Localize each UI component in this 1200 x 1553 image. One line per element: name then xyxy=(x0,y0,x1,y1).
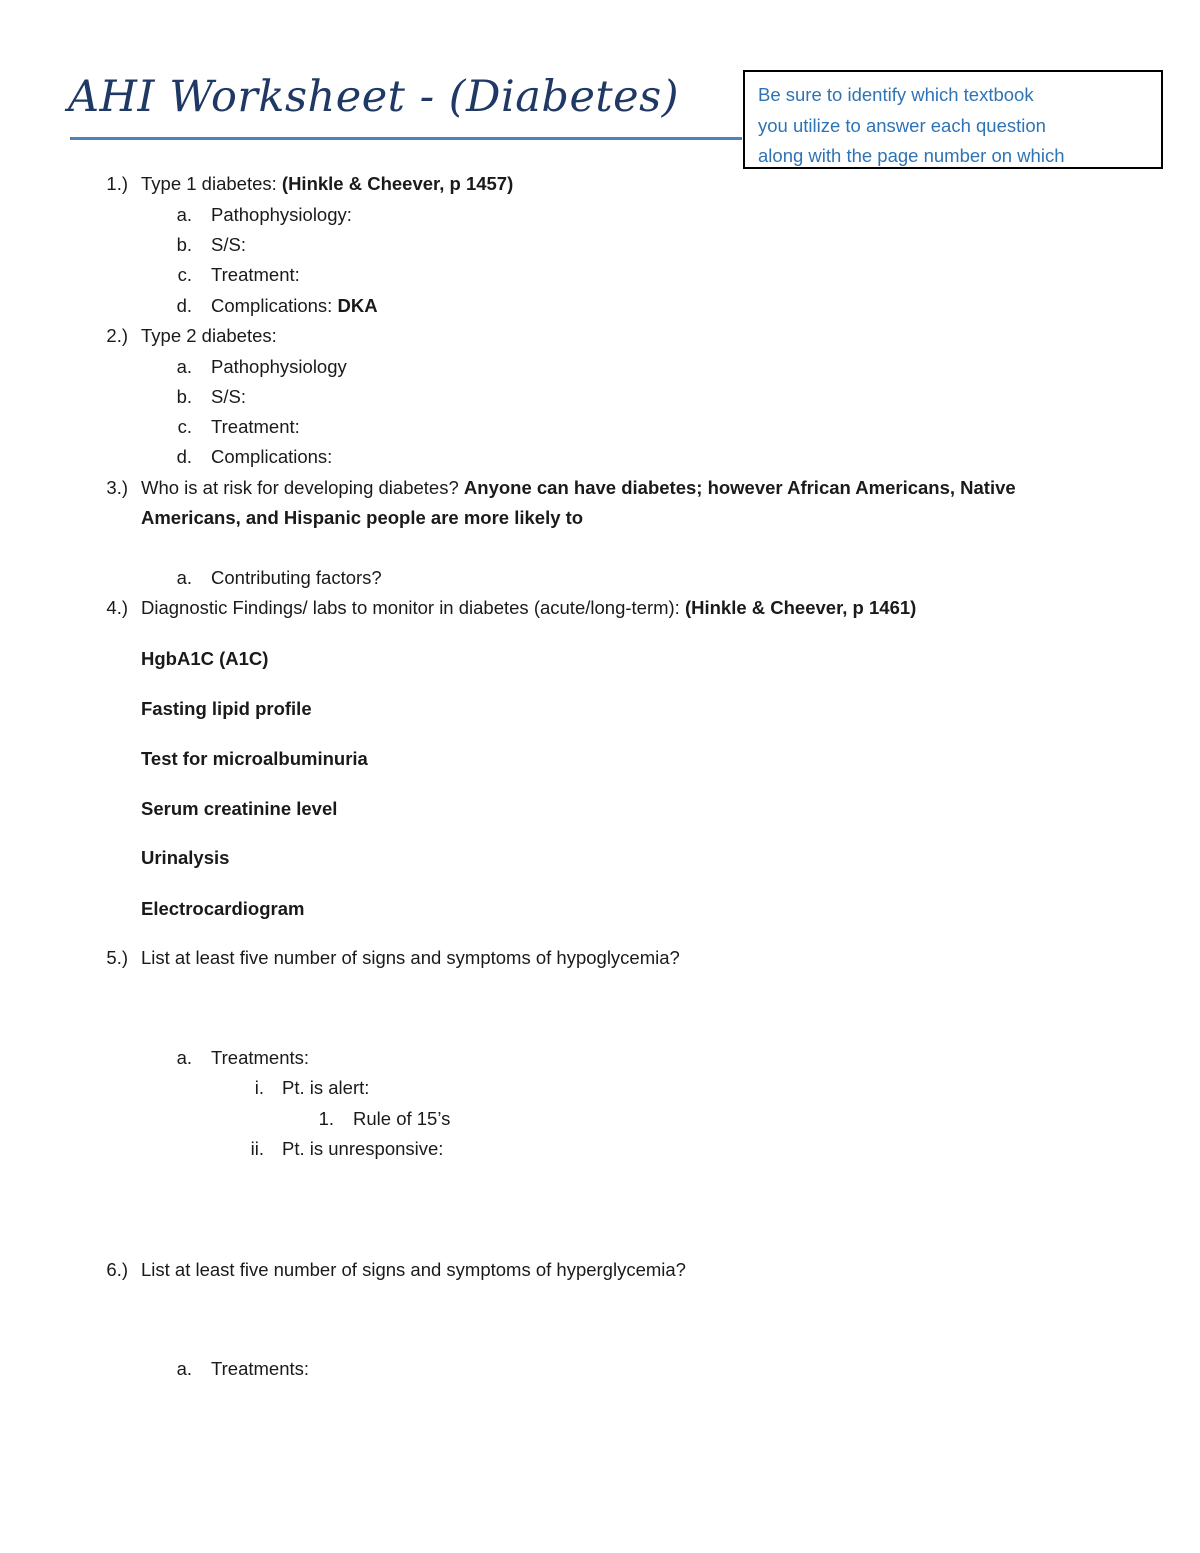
item-marker: c. xyxy=(177,416,192,437)
item-text: S/S: xyxy=(211,234,246,255)
lab-item: Urinalysis xyxy=(141,847,230,868)
item-marker: 1. xyxy=(318,1108,334,1129)
item-marker: a. xyxy=(176,1358,192,1379)
item-marker: d. xyxy=(176,446,192,467)
item-text: Treatment: xyxy=(211,416,300,437)
item-marker: a. xyxy=(176,204,192,225)
item-marker: a. xyxy=(176,567,192,588)
question-text: Who is at risk for developing diabetes? xyxy=(141,477,464,498)
item-text: Contributing factors? xyxy=(211,567,382,588)
item-marker: d. xyxy=(176,295,192,316)
item-text: Pt. is unresponsive: xyxy=(282,1138,444,1159)
question-text: Diagnostic Findings/ labs to monitor in diabetes (acute/long-term): xyxy=(141,597,685,618)
item-marker: b. xyxy=(176,386,192,407)
lab-item: HgbA1C (A1C) xyxy=(141,648,269,669)
note-line: Be sure to identify which textbook xyxy=(758,84,1034,105)
item-text: Treatment: xyxy=(211,264,300,285)
question-number: 4.) xyxy=(106,597,128,618)
question-text: List at least five number of signs and symptoms of hypoglycemia? xyxy=(141,947,680,968)
question-number: 2.) xyxy=(106,325,128,346)
item-marker: a. xyxy=(176,1047,192,1068)
question-answer: Anyone can have diabetes; however African Americans, Native xyxy=(463,477,1016,498)
lab-item: Electrocardiogram xyxy=(141,898,305,919)
item-marker: b. xyxy=(176,234,192,255)
question-number: 6.) xyxy=(106,1259,128,1280)
question-number: 5.) xyxy=(106,947,128,968)
item-marker: i. xyxy=(254,1077,264,1098)
item-marker: c. xyxy=(177,264,192,285)
question-text: List at least five number of signs and symptoms of hyperglycemia? xyxy=(141,1259,686,1280)
question-answer: (Hinkle & Cheever, p 1461) xyxy=(684,597,917,618)
item-text: Treatments: xyxy=(211,1358,310,1379)
item-text: Pt. is alert: xyxy=(282,1077,370,1098)
question-text: Type 2 diabetes: xyxy=(141,325,277,346)
question-number: 3.) xyxy=(106,477,128,498)
title-underline xyxy=(70,137,742,140)
item-text: Rule of 15’s xyxy=(353,1108,451,1129)
page-title: AHI Worksheet - (Diabetes) xyxy=(68,72,679,122)
item-text: Complications: xyxy=(211,446,333,467)
item-text: Pathophysiology xyxy=(211,356,347,377)
item-marker: ii. xyxy=(250,1138,264,1159)
question-text: Type 1 diabetes: xyxy=(141,173,282,194)
lab-item: Fasting lipid profile xyxy=(141,698,312,719)
item-text: S/S: xyxy=(211,386,246,407)
instruction-note-box xyxy=(743,70,1163,169)
lab-item: Serum creatinine level xyxy=(141,798,338,819)
question-answer-continued: Americans, and Hispanic people are more likely to xyxy=(141,507,584,528)
item-text: Pathophysiology: xyxy=(211,204,352,225)
question-answer: (Hinkle & Cheever, p 1457) xyxy=(281,173,514,194)
item-answer: DKA xyxy=(337,295,378,316)
note-line: you utilize to answer each question xyxy=(758,114,1046,136)
item-marker: a. xyxy=(176,356,192,377)
lab-item: Test for microalbuminuria xyxy=(141,748,368,769)
item-text: Treatments: xyxy=(211,1047,310,1068)
note-line: along with the page number on which xyxy=(758,145,1065,166)
question-number: 1.) xyxy=(106,173,128,194)
item-text: Complications: xyxy=(211,295,338,316)
